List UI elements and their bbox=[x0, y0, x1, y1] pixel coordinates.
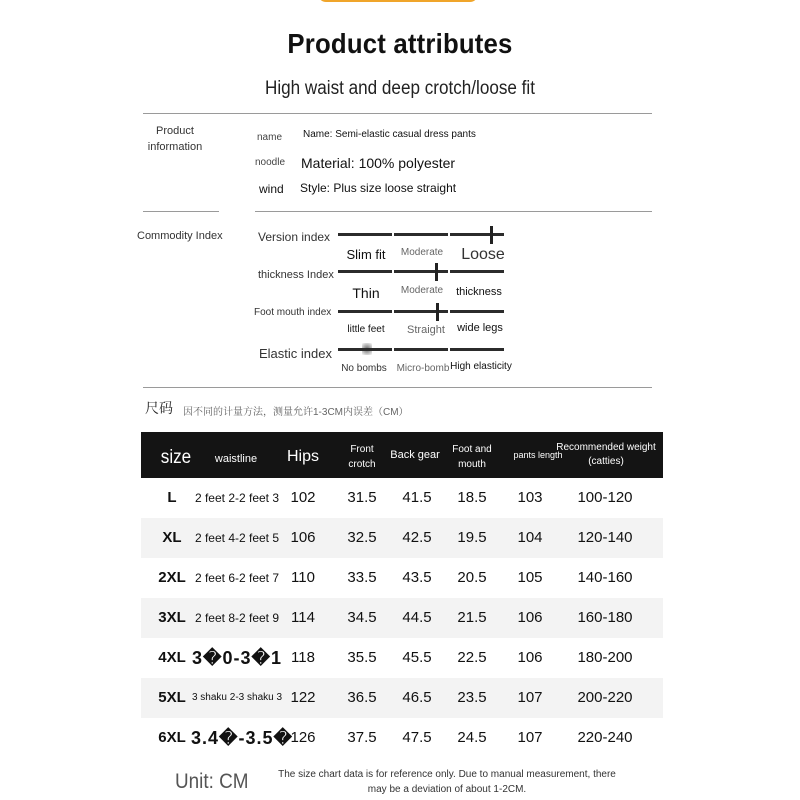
product-info-label: Product information bbox=[147, 125, 203, 153]
cell-waistline: 2 feet 4-2 feet 5 bbox=[194, 531, 280, 545]
cell-back-gear: 43.5 bbox=[402, 569, 432, 586]
index-marker-thickness bbox=[435, 263, 438, 281]
cell-pants-length: 106 bbox=[517, 609, 543, 626]
info-value-style: Style: Plus size loose straight bbox=[300, 181, 457, 195]
cell-recommended-weight: 100-120 bbox=[577, 489, 633, 506]
index-bar-foot-mouth-3 bbox=[450, 310, 504, 313]
index-option-foot-mouth-2: Straight bbox=[407, 324, 445, 336]
index-option-thickness-1: Thin bbox=[352, 285, 380, 301]
cell-waistline: 3 shaku 2-3 shaku 3 bbox=[191, 692, 283, 703]
info-key-name: name bbox=[257, 132, 283, 143]
index-bar-foot-mouth-1 bbox=[338, 310, 392, 313]
index-bar-thickness-2 bbox=[394, 270, 448, 273]
index-bar-elastic-2 bbox=[394, 348, 448, 351]
cell-waistline: 3�0-3�1 bbox=[192, 648, 282, 668]
cell-recommended-weight: 140-160 bbox=[577, 569, 633, 586]
table-row bbox=[141, 598, 663, 638]
th-front-crotch: Front crotch bbox=[348, 444, 376, 470]
cell-front-crotch: 35.5 bbox=[347, 649, 377, 666]
table-row bbox=[141, 518, 663, 558]
size-section-title: 尺码 bbox=[145, 400, 173, 416]
cell-back-gear: 47.5 bbox=[402, 729, 432, 746]
cell-waistline: 3.4�-3.5� bbox=[191, 728, 293, 748]
index-option-foot-mouth-3: wide legs bbox=[457, 322, 503, 334]
cell-back-gear: 44.5 bbox=[402, 609, 432, 626]
cell-foot-mouth: 20.5 bbox=[457, 569, 487, 586]
index-label-elastic: Elastic index bbox=[259, 346, 332, 361]
cell-recommended-weight: 160-180 bbox=[577, 609, 633, 626]
size-footnote: The size chart data is for reference only. Due to manual measurement, there may be a deviation of about 1-2CM. bbox=[278, 769, 616, 795]
index-marker-foot-mouth bbox=[436, 303, 439, 321]
cell-size: 4XL bbox=[158, 649, 186, 666]
index-bar-thickness-1 bbox=[338, 270, 392, 273]
cell-back-gear: 42.5 bbox=[402, 529, 432, 546]
index-option-elastic-3: High elasticity bbox=[450, 361, 512, 372]
cell-size: 6XL bbox=[158, 729, 186, 746]
index-bar-elastic-3 bbox=[450, 348, 504, 351]
cell-pants-length: 107 bbox=[517, 689, 543, 706]
cell-back-gear: 45.5 bbox=[402, 649, 432, 666]
index-label-version: Version index bbox=[258, 230, 331, 244]
index-option-elastic-2: Micro-bomb bbox=[396, 363, 450, 374]
th-recommended-weight: Recommended weight (catties) bbox=[556, 442, 656, 467]
index-bar-version-1 bbox=[338, 233, 392, 236]
top-accent-tab bbox=[318, 0, 478, 2]
th-foot-mouth: Foot and mouth bbox=[452, 444, 492, 470]
cell-foot-mouth: 23.5 bbox=[457, 689, 487, 706]
divider-info-left bbox=[143, 211, 219, 212]
divider-top bbox=[143, 113, 652, 114]
cell-front-crotch: 36.5 bbox=[347, 689, 377, 706]
index-option-version-1: Slim fit bbox=[346, 247, 386, 262]
cell-size: XL bbox=[162, 529, 182, 546]
cell-pants-length: 105 bbox=[517, 569, 543, 586]
cell-front-crotch: 37.5 bbox=[347, 729, 377, 746]
table-row bbox=[141, 718, 663, 758]
cell-front-crotch: 34.5 bbox=[347, 609, 377, 626]
info-value-material: Material: 100% polyester bbox=[301, 155, 456, 171]
th-hips: Hips bbox=[286, 448, 319, 465]
cell-front-crotch: 32.5 bbox=[347, 529, 377, 546]
cell-foot-mouth: 18.5 bbox=[457, 489, 487, 506]
cell-foot-mouth: 19.5 bbox=[457, 529, 487, 546]
commodity-index-label: Commodity Index bbox=[137, 230, 223, 242]
cell-waistline: 2 feet 6-2 feet 7 bbox=[194, 571, 280, 585]
divider-index-bottom bbox=[143, 387, 652, 388]
cell-hips: 102 bbox=[290, 489, 316, 506]
cell-front-crotch: 33.5 bbox=[347, 569, 377, 586]
index-option-thickness-3: thickness bbox=[456, 286, 502, 298]
cell-hips: 110 bbox=[291, 569, 315, 586]
cell-size: 3XL bbox=[158, 609, 186, 626]
info-key-noodle: noodle bbox=[255, 157, 286, 168]
size-section-note: 因不同的计量方法，测量允许1-3CM内误差（CM） bbox=[183, 407, 409, 418]
divider-info-right bbox=[255, 211, 652, 212]
size-table-header bbox=[141, 432, 663, 478]
cell-back-gear: 41.5 bbox=[402, 489, 432, 506]
cell-size: L bbox=[167, 489, 177, 506]
cell-pants-length: 104 bbox=[517, 529, 543, 546]
cell-size: 5XL bbox=[158, 689, 186, 706]
index-option-version-3: Loose bbox=[461, 246, 505, 263]
cell-back-gear: 46.5 bbox=[402, 689, 432, 706]
cell-foot-mouth: 24.5 bbox=[457, 729, 487, 746]
cell-waistline: 2 feet 2-2 feet 3 bbox=[194, 491, 280, 505]
page-title: Product attributes bbox=[287, 28, 513, 59]
info-key-wind: wind bbox=[259, 182, 284, 196]
cell-hips: 114 bbox=[291, 609, 315, 626]
table-row bbox=[141, 638, 663, 678]
cell-recommended-weight: 120-140 bbox=[577, 529, 633, 546]
th-waistline: waistline bbox=[214, 453, 258, 465]
table-row bbox=[141, 678, 663, 718]
page-subtitle: High waist and deep crotch/loose fit bbox=[265, 78, 535, 99]
th-pants-length: pants length bbox=[513, 450, 563, 460]
index-marker-version bbox=[490, 226, 493, 244]
cell-hips: 106 bbox=[290, 529, 316, 546]
cell-foot-mouth: 21.5 bbox=[457, 609, 487, 626]
cell-hips: 118 bbox=[291, 649, 315, 666]
cell-waistline: 2 feet 8-2 feet 9 bbox=[194, 611, 280, 625]
cell-recommended-weight: 200-220 bbox=[577, 689, 633, 706]
cell-hips: 126 bbox=[290, 729, 316, 746]
info-value-name: Name: Semi-elastic casual dress pants bbox=[303, 129, 476, 140]
cell-pants-length: 106 bbox=[517, 649, 543, 666]
index-marker-elastic bbox=[362, 343, 372, 355]
cell-recommended-weight: 220-240 bbox=[577, 729, 633, 746]
index-option-elastic-1: No bombs bbox=[341, 363, 387, 374]
cell-pants-length: 107 bbox=[517, 729, 543, 746]
cell-hips: 122 bbox=[290, 689, 316, 706]
table-row bbox=[141, 478, 663, 518]
cell-recommended-weight: 180-200 bbox=[577, 649, 633, 666]
cell-foot-mouth: 22.5 bbox=[457, 649, 487, 666]
cell-pants-length: 103 bbox=[517, 489, 543, 506]
th-back-gear: Back gear bbox=[390, 449, 440, 461]
index-label-foot-mouth: Foot mouth index bbox=[254, 307, 332, 318]
index-label-thickness: thickness Index bbox=[258, 269, 334, 281]
table-row bbox=[141, 558, 663, 598]
unit-label: Unit: CM bbox=[175, 770, 249, 793]
index-option-version-2: Moderate bbox=[400, 247, 444, 258]
th-size: size bbox=[160, 447, 192, 468]
index-bar-version-3 bbox=[450, 233, 504, 236]
index-bar-thickness-3 bbox=[450, 270, 504, 273]
index-bar-foot-mouth-2 bbox=[394, 310, 448, 313]
index-bar-version-2 bbox=[394, 233, 448, 236]
index-option-thickness-2: Moderate bbox=[400, 285, 444, 296]
cell-front-crotch: 31.5 bbox=[347, 489, 377, 506]
index-option-foot-mouth-1: little feet bbox=[347, 324, 385, 335]
cell-size: 2XL bbox=[158, 569, 186, 586]
